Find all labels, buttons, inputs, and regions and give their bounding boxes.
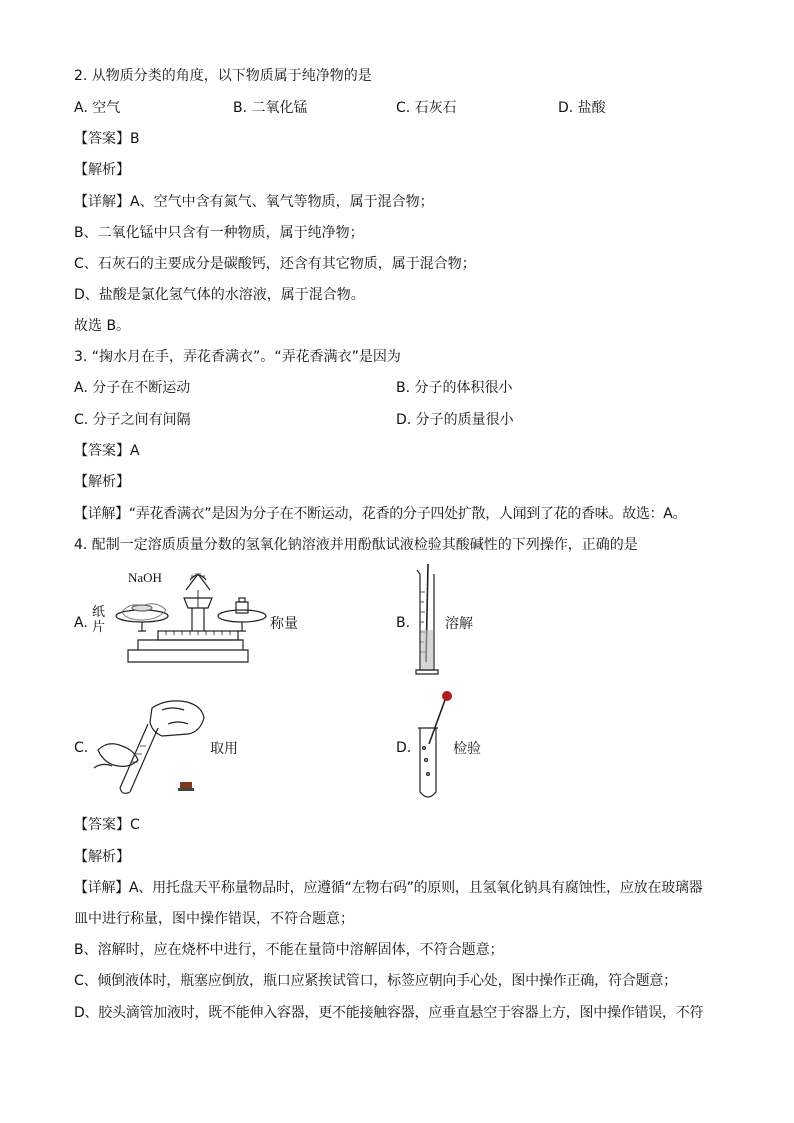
- q4-figure-b-letter: B.: [396, 615, 411, 631]
- question-2-stem: 2. 从物质分类的角度，以下物质属于纯净物的是: [74, 68, 372, 84]
- q2-answer: 【答案】B: [74, 131, 140, 147]
- q4-detail-line: 皿中进行称量，图中操作错误，不符合题意；: [74, 911, 354, 927]
- q3-option-c: C. 分子之间有间隔: [74, 412, 191, 428]
- q4-figure-d-caption: 检验: [453, 741, 481, 757]
- q2-option-d: D. 盐酸: [558, 100, 606, 116]
- q3-option-a: A. 分子在不断运动: [74, 380, 191, 396]
- q2-detail-line: 故选 B。: [74, 318, 131, 334]
- dropper-test-tube-icon: [412, 688, 452, 802]
- q2-detail-line: C、石灰石的主要成分是碳酸钙，还含有其它物质，属于混合物；: [74, 256, 476, 272]
- q2-option-b: B. 二氧化锰: [233, 100, 308, 116]
- q4-figure-a-caption: 称量: [270, 616, 298, 632]
- q4-detail-line: D、胶头滴管加液时，既不能伸入容器，更不能接触容器，应垂直悬空于容器上方，图中操作错误，不符: [74, 1005, 704, 1021]
- q4-figure-c-caption: 取用: [210, 741, 238, 757]
- pouring-liquid-icon: [92, 688, 212, 796]
- paper-label-1: 纸: [92, 605, 106, 620]
- q3-option-d: D. 分子的质量很小: [396, 412, 514, 428]
- q3-detail-line: 【详解】“弄花香满衣”是因为分子在不断运动，花香的分子四处扩散，人闻到了花的香味。故选：A。: [74, 506, 687, 522]
- paper-label-2: 片: [92, 620, 106, 635]
- q4-figure-d-letter: D.: [396, 740, 412, 756]
- question-3-stem: 3. “掬水月在手，弄花香满衣”。“弄花香满衣”是因为: [74, 349, 401, 365]
- graduated-cylinder-icon: [412, 562, 442, 680]
- q2-detail-line: 【详解】A、空气中含有氮气、氧气等物质，属于混合物；: [74, 194, 434, 210]
- q3-analysis-heading: 【解析】: [74, 474, 130, 490]
- q4-figure-a-letter: A.: [74, 615, 88, 631]
- q2-option-c: C. 石灰石: [396, 100, 457, 116]
- q4-figure-b-caption: 溶解: [445, 616, 473, 632]
- q4-detail-line: 【详解】A、用托盘天平称量物品时，应遵循“左物右码”的原则，且氢氧化钠具有腐蚀性，应放在玻璃器: [74, 880, 703, 896]
- q4-detail-line: B、溶解时，应在烧杯中进行，不能在量筒中溶解固体，不符合题意；: [74, 942, 504, 958]
- naoh-label: NaOH: [128, 570, 162, 585]
- q2-detail-line: B、二氧化锰中只含有一种物质，属于纯净物；: [74, 225, 364, 241]
- question-4-stem: 4. 配制一定溶质质量分数的氢氧化钠溶液并用酚酞试液检验其酸碱性的下列操作，正确的是: [74, 537, 638, 553]
- q2-option-a: A. 空气: [74, 100, 121, 116]
- q4-analysis-heading: 【解析】: [74, 849, 130, 865]
- q4-detail-line: C、倾倒液体时，瓶塞应倒放，瓶口应紧挨试管口，标签应朝向手心处，图中操作正确，符合题意；: [74, 973, 677, 989]
- q3-option-b: B. 分子的体积很小: [396, 380, 513, 396]
- balance-scale-icon: [108, 568, 268, 668]
- q4-answer: 【答案】C: [74, 817, 140, 833]
- q3-answer: 【答案】A: [74, 443, 140, 459]
- q2-analysis-heading: 【解析】: [74, 162, 130, 178]
- q4-figure-c-letter: C.: [74, 740, 89, 756]
- q2-detail-line: D、盐酸是氯化氢气体的水溶液，属于混合物。: [74, 287, 365, 303]
